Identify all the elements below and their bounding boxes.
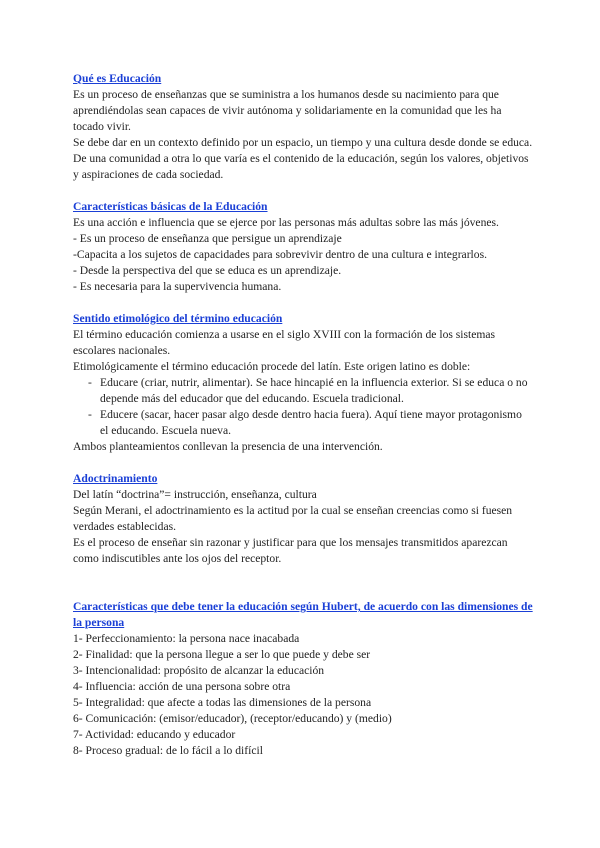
list-item	[73, 375, 533, 407]
numbered-item: 2- Finalidad: que la persona llegue a ser lo que puede y debe ser	[73, 648, 371, 661]
list-item-text: Educare (criar, nutrir, alimentar). Se hace hincapié en la influencia exterior. Si se educa o no depende más del educador que del educando. Escuela tradicional.	[100, 376, 528, 405]
numbered-item: 4- Influencia: acción de una persona sobre otra	[73, 680, 291, 693]
paragraph: Etimológicamente el término educación procede del latín. Este origen latino es doble:	[73, 360, 471, 373]
section-heading-link[interactable]: Adoctrinamiento	[73, 472, 158, 485]
section-que-es-educacion	[73, 71, 533, 183]
paragraph: - Desde la perspectiva del que se educa es un aprendizaje.	[73, 264, 342, 277]
section-heading-link[interactable]: Sentido etimológico del término educación	[73, 312, 283, 325]
paragraph: - Es un proceso de enseñanza que persigue un aprendizaje	[73, 232, 342, 245]
numbered-item: 5- Integralidad: que afecte a todas las dimensiones de la persona	[73, 696, 372, 709]
paragraph: Según Merani, el adoctrinamiento es la actitud por la cual se enseñan creencias como si fuesen verdades establecidas.	[73, 504, 513, 533]
section-heading-link[interactable]: Características que debe tener la educación según Hubert, de acuerdo con las dimensiones de la persona	[73, 600, 533, 629]
section-caracteristicas-hubert	[73, 599, 533, 759]
paragraph: Es el proceso de enseñar sin razonar y justificar para que los mensajes transmitidos aparezcan como indiscutibles ante los ojos del receptor.	[73, 536, 508, 565]
numbered-item: 7- Actividad: educando y educador	[73, 728, 236, 741]
section-heading-link[interactable]: Características básicas de la Educación	[73, 200, 268, 213]
list-item	[73, 407, 533, 439]
document-page	[73, 71, 533, 759]
section-adoctrinamiento	[73, 471, 533, 567]
paragraph: Se debe dar en un contexto definido por un espacio, un tiempo y una cultura desde donde se educa.	[73, 136, 533, 149]
list-item-text: Educere (sacar, hacer pasar algo desde dentro hacia fuera). Aquí tiene mayor protagonismo el educando. Escuela nueva.	[100, 408, 522, 437]
paragraph: - Es necesaria para la supervivencia humana.	[73, 280, 282, 293]
paragraph: Del latín “doctrina”= instrucción, enseñanza, cultura	[73, 488, 317, 501]
etymology-list	[73, 375, 533, 439]
paragraph: Ambos planteamientos conllevan la presencia de una intervención.	[73, 440, 383, 453]
section-heading-link[interactable]: Qué es Educación	[73, 72, 162, 85]
paragraph: Es una acción e influencia que se ejerce por las personas más adultas sobre las más jóvenes.	[73, 216, 499, 229]
section-sentido-etimologico	[73, 311, 533, 455]
paragraph: Es un proceso de enseñanzas que se suministra a los humanos desde su nacimiento para que aprendiéndolas sean capaces de vivir autónoma y solidariamente en la comunidad que les ha tocado vivir.	[73, 88, 502, 133]
list-dash: -	[88, 376, 92, 389]
paragraph: De una comunidad a otra lo que varía es el contenido de la educación, según los valores, objetivos y aspiraciones de cada sociedad.	[73, 152, 529, 181]
numbered-item: 8- Proceso gradual: de lo fácil a lo difícil	[73, 744, 263, 757]
paragraph: El término educación comienza a usarse en el siglo XVIII con la formación de los sistemas escolares nacionales.	[73, 328, 496, 357]
numbered-item: 3- Intencionalidad: propósito de alcanzar la educación	[73, 664, 325, 677]
list-dash: -	[88, 408, 92, 421]
section-caracteristicas-basicas	[73, 199, 533, 295]
numbered-item: 6- Comunicación: (emisor/educador), (receptor/educando) y (medio)	[73, 712, 392, 725]
numbered-item: 1- Perfeccionamiento: la persona nace inacabada	[73, 632, 300, 645]
paragraph: -Capacita a los sujetos de capacidades para sobrevivir dentro de una cultura e integrarlos.	[73, 248, 487, 261]
